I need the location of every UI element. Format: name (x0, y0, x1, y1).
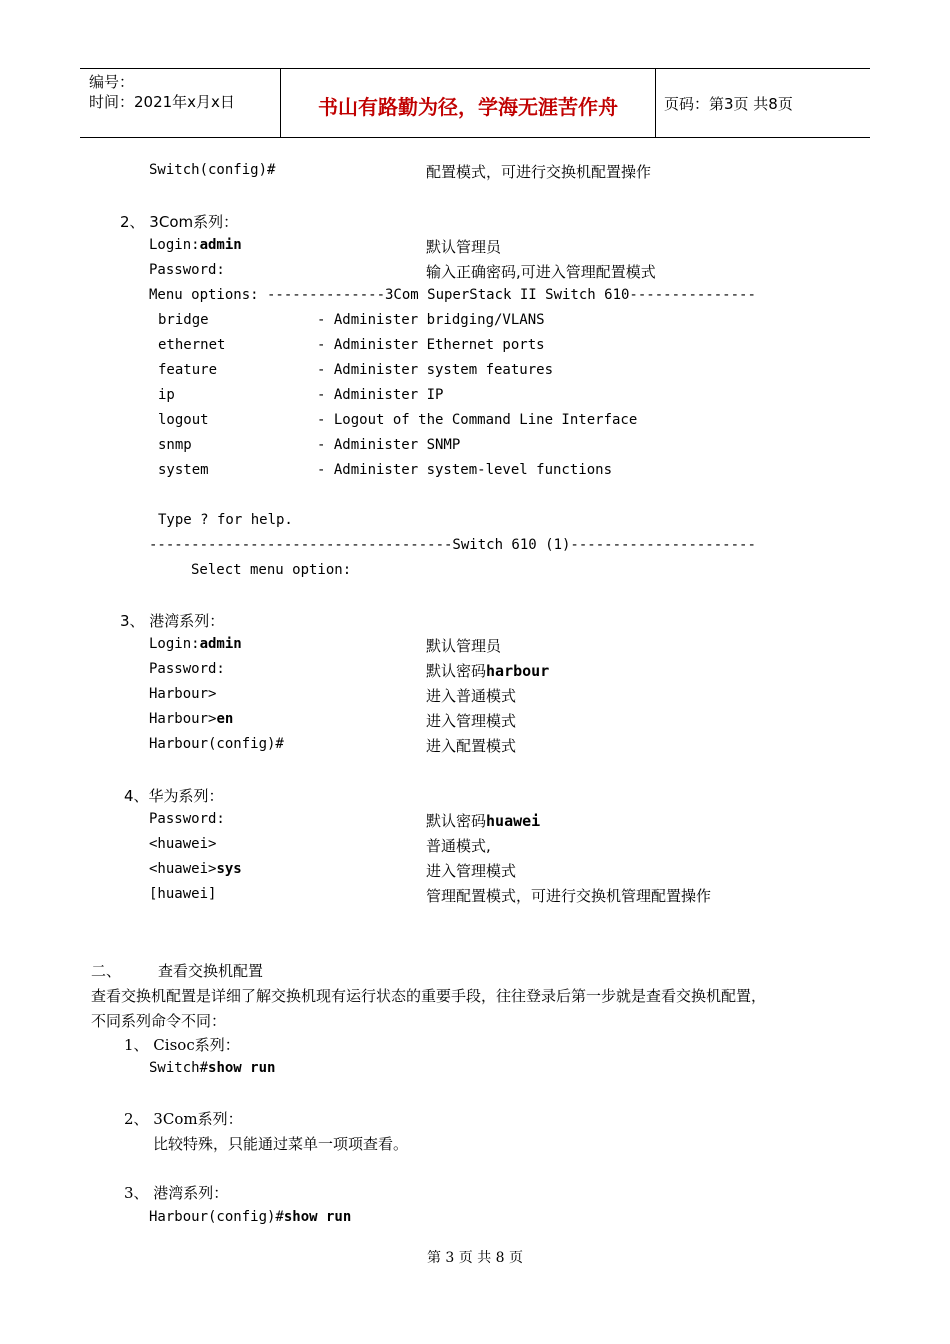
3com-password: Password: (149, 262, 225, 278)
menu-key: snmp (158, 437, 192, 453)
harbour-cmd: Harbour(config)# (149, 736, 284, 752)
3com-help: Type ? for help. (158, 512, 293, 528)
menu-desc: - Administer IP (317, 387, 444, 403)
menu-desc: - Administer bridging/VLANS (317, 312, 545, 328)
huawei-desc: 管理配置模式，可进行交换机管理配置操作 (426, 887, 712, 905)
part2-heading-num: 二、 (91, 962, 122, 980)
menu-key: bridge (158, 312, 209, 328)
menu-desc: - Logout of the Command Line Interface (317, 412, 638, 428)
page-header (80, 68, 870, 138)
part2-heading-text: 查看交换机配置 (158, 962, 264, 980)
harbour-desc: 进入配置模式 (426, 737, 517, 755)
motto: 书山有路勤为径，学海无涯苦作舟 (318, 95, 618, 119)
section-3com-title: 2、 3Com系列： (120, 213, 239, 231)
huawei-cmd: [huawei] (149, 886, 217, 902)
menu-key: feature (158, 362, 218, 378)
harbour-cmd: Password: (149, 661, 225, 677)
section-huawei-title: 4、华为系列： (124, 787, 224, 805)
harbour-cmd: Harbour> (149, 686, 217, 702)
menu-desc: - Administer Ethernet ports (317, 337, 545, 353)
page-footer: 第 3 页 共 8 页 (426, 1250, 524, 1266)
3com-password-desc: 输入正确密码,可进入管理配置模式 (426, 263, 656, 281)
harbour-desc: 默认管理员 (426, 637, 502, 655)
header-left-cell (80, 69, 280, 137)
huawei-cmd: <huawei> (149, 836, 217, 852)
harbour-title: 3、 港湾系列： (124, 1184, 229, 1202)
harbour-desc: 默认密码harbour (426, 662, 550, 680)
com3-desc: 比较特殊，只能通过菜单一项项查看。 (153, 1135, 409, 1153)
huawei-desc: 进入管理模式 (426, 862, 517, 880)
huawei-cmd: <huawei>sys (149, 861, 242, 877)
3com-login (149, 237, 242, 253)
part2-para-line1: 查看交换机配置是详细了解交换机现有运行状态的重要手段，往往登录后第一步就是查看交换机配置， (91, 987, 767, 1005)
harbour-cmd: Harbour>en (149, 711, 234, 727)
header-center-cell (280, 69, 656, 137)
3com-login-desc: 默认管理员 (426, 238, 502, 256)
3com-menu-header: Menu options: --------------3Com SuperStack II Switch 610--------------- (149, 287, 756, 303)
cisco-config-cmd: Switch(config)# (149, 162, 276, 178)
part2-para-line2: 不同系列命令不同： (91, 1012, 227, 1030)
header-right-cell (655, 69, 870, 137)
3com-select: Select menu option: (191, 562, 352, 578)
harbour-cmd: Login:admin (149, 636, 242, 652)
menu-desc: - Administer system features (317, 362, 554, 378)
menu-key: ethernet (158, 337, 226, 353)
huawei-cmd: Password: (149, 811, 225, 827)
huawei-desc: 普通模式, (426, 837, 491, 855)
cisco-config-desc: 配置模式，可进行交换机配置操作 (426, 163, 652, 181)
3com-login-prefix: Login: (149, 237, 200, 253)
time-label: 时间：2021年x月x日 (89, 93, 235, 111)
page-label: 页码：第3页 共8页 (664, 95, 793, 113)
menu-desc: - Administer SNMP (317, 437, 461, 453)
cisoc-title: 1、 Cisoc系列： (124, 1036, 240, 1054)
com3-title: 2、 3Com系列： (124, 1110, 243, 1128)
harbour-desc: 进入普通模式 (426, 687, 517, 705)
menu-key: ip (158, 387, 175, 403)
3com-footer-line: ------------------------------------Switch 610 (1)---------------------- (149, 537, 756, 553)
menu-key: logout (158, 412, 209, 428)
number-label: 编号： (89, 73, 135, 91)
harbour-show-cmd: Harbour(config)#show run (149, 1209, 352, 1225)
3com-login-user: admin (199, 237, 242, 253)
menu-desc: - Administer system-level functions (317, 462, 613, 478)
huawei-desc: 默认密码huawei (426, 812, 541, 830)
section-harbour-title: 3、 港湾系列： (120, 612, 225, 630)
harbour-desc: 进入管理模式 (426, 712, 517, 730)
menu-key: system (158, 462, 209, 478)
cisoc-cmd: Switch#show run (149, 1060, 276, 1076)
